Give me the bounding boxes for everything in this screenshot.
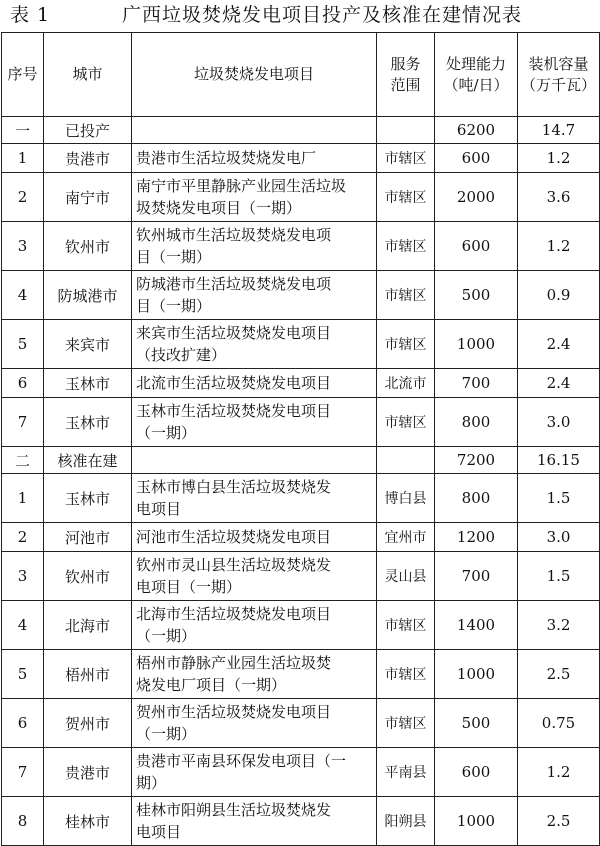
header-row	[2, 33, 600, 117]
section-no: 二	[2, 447, 44, 474]
row-no: 7	[2, 398, 44, 447]
table-row	[2, 650, 600, 699]
row-city: 来宾市	[44, 320, 132, 369]
row-capacity: 600	[435, 144, 518, 173]
row-project-line: 烧发电厂项目（一期）	[136, 676, 287, 694]
row-no: 7	[2, 748, 44, 797]
row-capacity: 500	[435, 699, 518, 748]
header-power	[518, 33, 600, 117]
section-power-total: 14.7	[518, 117, 600, 144]
row-power: 3.0	[518, 523, 600, 552]
header-power-line2: （万千瓦）	[520, 75, 596, 94]
row-no: 3	[2, 222, 44, 271]
row-project-line: 玉林市生活垃圾焚烧发电项目	[136, 402, 332, 420]
section-capacity-total: 6200	[435, 117, 518, 144]
table-title-text: 广西垃圾焚烧发电项目投产及核准在建情况表	[122, 4, 523, 26]
row-project-line: 电项目	[136, 500, 182, 518]
row-area: 宜州市	[377, 523, 435, 552]
row-no: 3	[2, 552, 44, 601]
row-project	[132, 474, 377, 523]
row-area: 市辖区	[377, 650, 435, 699]
header-project: 垃圾焚烧发电项目	[132, 33, 377, 117]
table-row	[2, 320, 600, 369]
table-row	[2, 144, 600, 173]
row-project	[132, 173, 377, 222]
row-area: 市辖区	[377, 320, 435, 369]
row-power: 2.5	[518, 650, 600, 699]
section-capacity-total: 7200	[435, 447, 518, 474]
row-city: 玉林市	[44, 474, 132, 523]
row-city: 钦州市	[44, 222, 132, 271]
row-project-line: 桂林市阳朔县生活垃圾焚烧发	[136, 801, 332, 819]
row-project	[132, 398, 377, 447]
table-row	[2, 601, 600, 650]
row-project-line: 北海市生活垃圾焚烧发电项目	[136, 605, 332, 623]
row-power: 2.4	[518, 320, 600, 369]
row-city: 河池市	[44, 523, 132, 552]
row-project-line: 北流市生活垃圾焚烧发电项目	[136, 374, 332, 392]
row-project	[132, 320, 377, 369]
row-project-line: 期）	[136, 774, 167, 792]
row-city: 北海市	[44, 601, 132, 650]
row-power: 2.5	[518, 797, 600, 846]
row-capacity: 1000	[435, 797, 518, 846]
row-project-line: （一期）	[136, 627, 197, 645]
row-city: 钦州市	[44, 552, 132, 601]
table-row	[2, 748, 600, 797]
row-capacity: 500	[435, 271, 518, 320]
row-no: 4	[2, 271, 44, 320]
table-row	[2, 699, 600, 748]
section-project-empty	[132, 447, 377, 474]
table-row	[2, 369, 600, 398]
row-project-line: 玉林市博白县生活垃圾焚烧发	[136, 478, 332, 496]
row-no: 2	[2, 173, 44, 222]
row-project	[132, 222, 377, 271]
row-no: 5	[2, 320, 44, 369]
row-power: 1.2	[518, 748, 600, 797]
row-city: 梧州市	[44, 650, 132, 699]
row-project-line: 南宁市平里静脉产业园生活垃圾	[136, 177, 347, 195]
row-area: 博白县	[377, 474, 435, 523]
row-capacity: 800	[435, 474, 518, 523]
row-project-line: 目（一期）	[136, 248, 212, 266]
row-city: 玉林市	[44, 369, 132, 398]
row-capacity: 1000	[435, 650, 518, 699]
section-project-empty	[132, 117, 377, 144]
row-power: 3.6	[518, 173, 600, 222]
row-no: 6	[2, 699, 44, 748]
table-row	[2, 398, 600, 447]
row-project	[132, 369, 377, 398]
row-project-line: 防城港市生活垃圾焚烧发电项	[136, 275, 332, 293]
row-capacity: 1200	[435, 523, 518, 552]
row-power: 3.0	[518, 398, 600, 447]
row-project-line: 电项目（一期）	[136, 578, 242, 596]
row-capacity: 2000	[435, 173, 518, 222]
row-area: 阳朔县	[377, 797, 435, 846]
row-no: 5	[2, 650, 44, 699]
table-row	[2, 523, 600, 552]
section-no: 一	[2, 117, 44, 144]
row-power: 0.75	[518, 699, 600, 748]
section-power-total: 16.15	[518, 447, 600, 474]
row-capacity: 1400	[435, 601, 518, 650]
row-no: 1	[2, 474, 44, 523]
row-project-line: 贺州市生活垃圾焚烧发电项目	[136, 703, 332, 721]
row-capacity: 700	[435, 552, 518, 601]
header-area	[377, 33, 435, 117]
section-area-empty	[377, 117, 435, 144]
row-project-line: 钦州城市生活垃圾焚烧发电项	[136, 226, 332, 244]
section-summary-row	[2, 447, 600, 474]
row-city: 贺州市	[44, 699, 132, 748]
row-area: 市辖区	[377, 271, 435, 320]
table-row	[2, 222, 600, 271]
row-capacity: 600	[435, 748, 518, 797]
row-capacity: 800	[435, 398, 518, 447]
row-project	[132, 699, 377, 748]
header-capacity-line2: （吨/日）	[443, 75, 509, 94]
row-project	[132, 601, 377, 650]
section-name: 核准在建	[44, 447, 132, 474]
table-body	[2, 117, 600, 846]
row-project	[132, 748, 377, 797]
row-project-line: 贵港市生活垃圾焚烧发电厂	[136, 149, 317, 167]
row-project-line: 圾焚烧发电项目（一期）	[136, 199, 302, 217]
row-project-line: （一期）	[136, 424, 197, 442]
row-project-line: （技改扩建）	[136, 346, 227, 364]
row-area: 灵山县	[377, 552, 435, 601]
table-row	[2, 271, 600, 320]
row-area: 市辖区	[377, 699, 435, 748]
row-city: 贵港市	[44, 144, 132, 173]
row-city: 南宁市	[44, 173, 132, 222]
row-project	[132, 144, 377, 173]
row-project	[132, 797, 377, 846]
row-power: 1.5	[518, 474, 600, 523]
header-capacity	[435, 33, 518, 117]
row-area: 市辖区	[377, 144, 435, 173]
section-area-empty	[377, 447, 435, 474]
table-row	[2, 552, 600, 601]
row-no: 2	[2, 523, 44, 552]
table-row	[2, 173, 600, 222]
header-city: 城市	[44, 33, 132, 117]
table-row	[2, 474, 600, 523]
row-project-line: 来宾市生活垃圾焚烧发电项目	[136, 324, 332, 342]
row-power: 0.9	[518, 271, 600, 320]
row-project-line: （一期）	[136, 725, 197, 743]
row-city: 贵港市	[44, 748, 132, 797]
table-row	[2, 797, 600, 846]
row-area: 市辖区	[377, 222, 435, 271]
row-project	[132, 552, 377, 601]
row-power: 1.5	[518, 552, 600, 601]
row-area: 平南县	[377, 748, 435, 797]
project-table	[1, 32, 600, 846]
header-power-line1: 装机容量	[528, 54, 589, 73]
row-project-line: 电项目	[136, 823, 182, 841]
row-project-line: 贵港市平南县环保发电项目（一	[136, 752, 347, 770]
row-project-line: 目（一期）	[136, 297, 212, 315]
row-area: 市辖区	[377, 173, 435, 222]
row-project-line: 钦州市灵山县生活垃圾焚烧发	[136, 556, 332, 574]
row-project-line: 梧州市静脉产业园生活垃圾焚	[136, 654, 332, 672]
row-no: 6	[2, 369, 44, 398]
row-area: 市辖区	[377, 398, 435, 447]
row-area: 北流市	[377, 369, 435, 398]
row-city: 桂林市	[44, 797, 132, 846]
header-area-line1: 服务	[390, 54, 421, 73]
row-project	[132, 523, 377, 552]
header-no: 序号	[2, 33, 44, 117]
row-capacity: 600	[435, 222, 518, 271]
section-name: 已投产	[44, 117, 132, 144]
row-no: 8	[2, 797, 44, 846]
row-capacity: 1000	[435, 320, 518, 369]
row-area: 市辖区	[377, 601, 435, 650]
row-power: 3.2	[518, 601, 600, 650]
row-city: 防城港市	[44, 271, 132, 320]
row-project-line: 河池市生活垃圾焚烧发电项目	[136, 528, 332, 546]
header-area-line2: 范围	[390, 75, 421, 94]
row-power: 1.2	[518, 144, 600, 173]
row-no: 4	[2, 601, 44, 650]
row-city: 玉林市	[44, 398, 132, 447]
table-number: 表 1	[10, 4, 51, 26]
row-power: 2.4	[518, 369, 600, 398]
section-summary-row	[2, 117, 600, 144]
row-no: 1	[2, 144, 44, 173]
row-project	[132, 650, 377, 699]
row-capacity: 700	[435, 369, 518, 398]
row-project	[132, 271, 377, 320]
table-title	[0, 0, 600, 32]
header-capacity-line1: 处理能力	[445, 54, 506, 73]
row-power: 1.2	[518, 222, 600, 271]
